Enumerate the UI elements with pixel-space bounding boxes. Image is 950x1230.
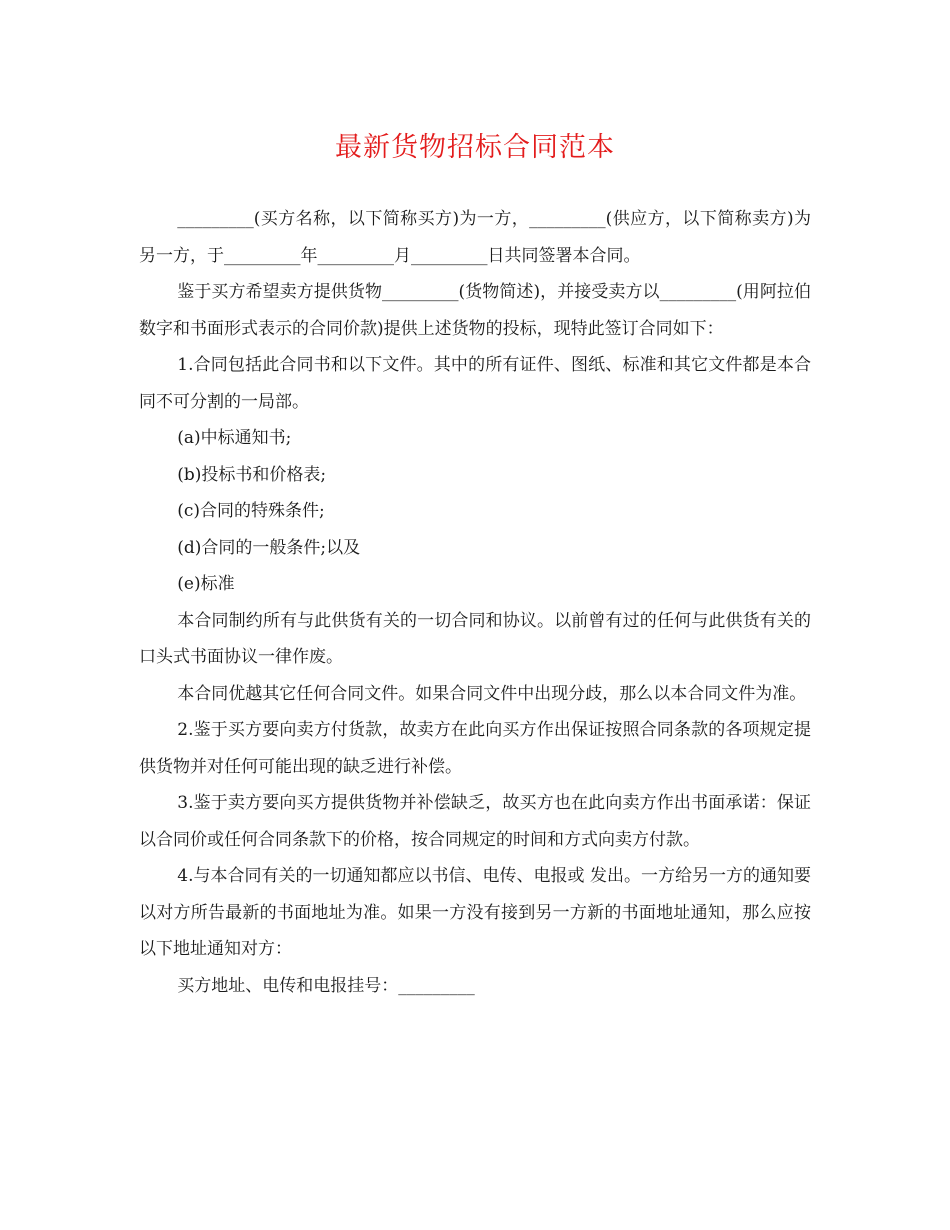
paragraph-parties: _________(买方名称，以下简称买方)为一方，_________(供应方，以下简称卖方)为另一方，于_________年_________月_________日共同签署本合同。 bbox=[139, 209, 811, 266]
list-item-d: (d)合同的一般条件;以及 bbox=[177, 537, 361, 558]
paragraph-supersede: 本合同制约所有与此供货有关的一切合同和协议。以前曾有过的任何与此供货有关的口头式书面协议一律作废。 bbox=[139, 610, 811, 667]
clause-3: 3.鉴于卖方要向买方提供货物并补偿缺乏，故买方也在此向卖方作出书面承诺：保证以合同价或任何合同条款下的价格，按合同规定的时间和方式向卖方付款。 bbox=[139, 793, 811, 850]
clause-4: 4.与本合同有关的一切通知都应以书信、电传、电报或 发出。一方给另一方的通知要以对方所告最新的书面地址为准。如果一方没有接到另一方新的书面地址通知，那么应按以下地址通知对方： bbox=[139, 866, 811, 959]
contract-body bbox=[139, 201, 811, 1004]
paragraph-whereas: 鉴于买方希望卖方提供货物_________(货物简述)，并接受卖方以_________(用阿拉伯数字和书面形式表示的合同价款)提供上述货物的投标，现特此签订合同如下： bbox=[139, 282, 811, 339]
clause-1: 1.合同包括此合同书和以下文件。其中的所有证件、图纸、标准和其它文件都是本合同不可分割的一局部。 bbox=[139, 355, 811, 412]
list-item-e: (e)标准 bbox=[177, 574, 235, 594]
document-title: 最新货物招标合同范本 bbox=[335, 132, 615, 163]
list-item-c: (c)合同的特殊条件; bbox=[177, 501, 325, 521]
clause-2: 2.鉴于买方要向卖方付货款，故卖方在此向买方作出保证按照合同条款的各项规定提供货物并对任何可能出现的缺乏进行补偿。 bbox=[139, 720, 811, 777]
buyer-address-line: 买方地址、电传和电报挂号：_________ bbox=[177, 975, 475, 996]
list-item-b: (b)投标书和价格表; bbox=[177, 464, 327, 485]
list-item-a: (a)中标通知书; bbox=[177, 428, 292, 448]
paragraph-precedence: 本合同优越其它任何合同文件。如果合同文件中出现分歧，那么以本合同文件为准。 bbox=[177, 683, 807, 704]
